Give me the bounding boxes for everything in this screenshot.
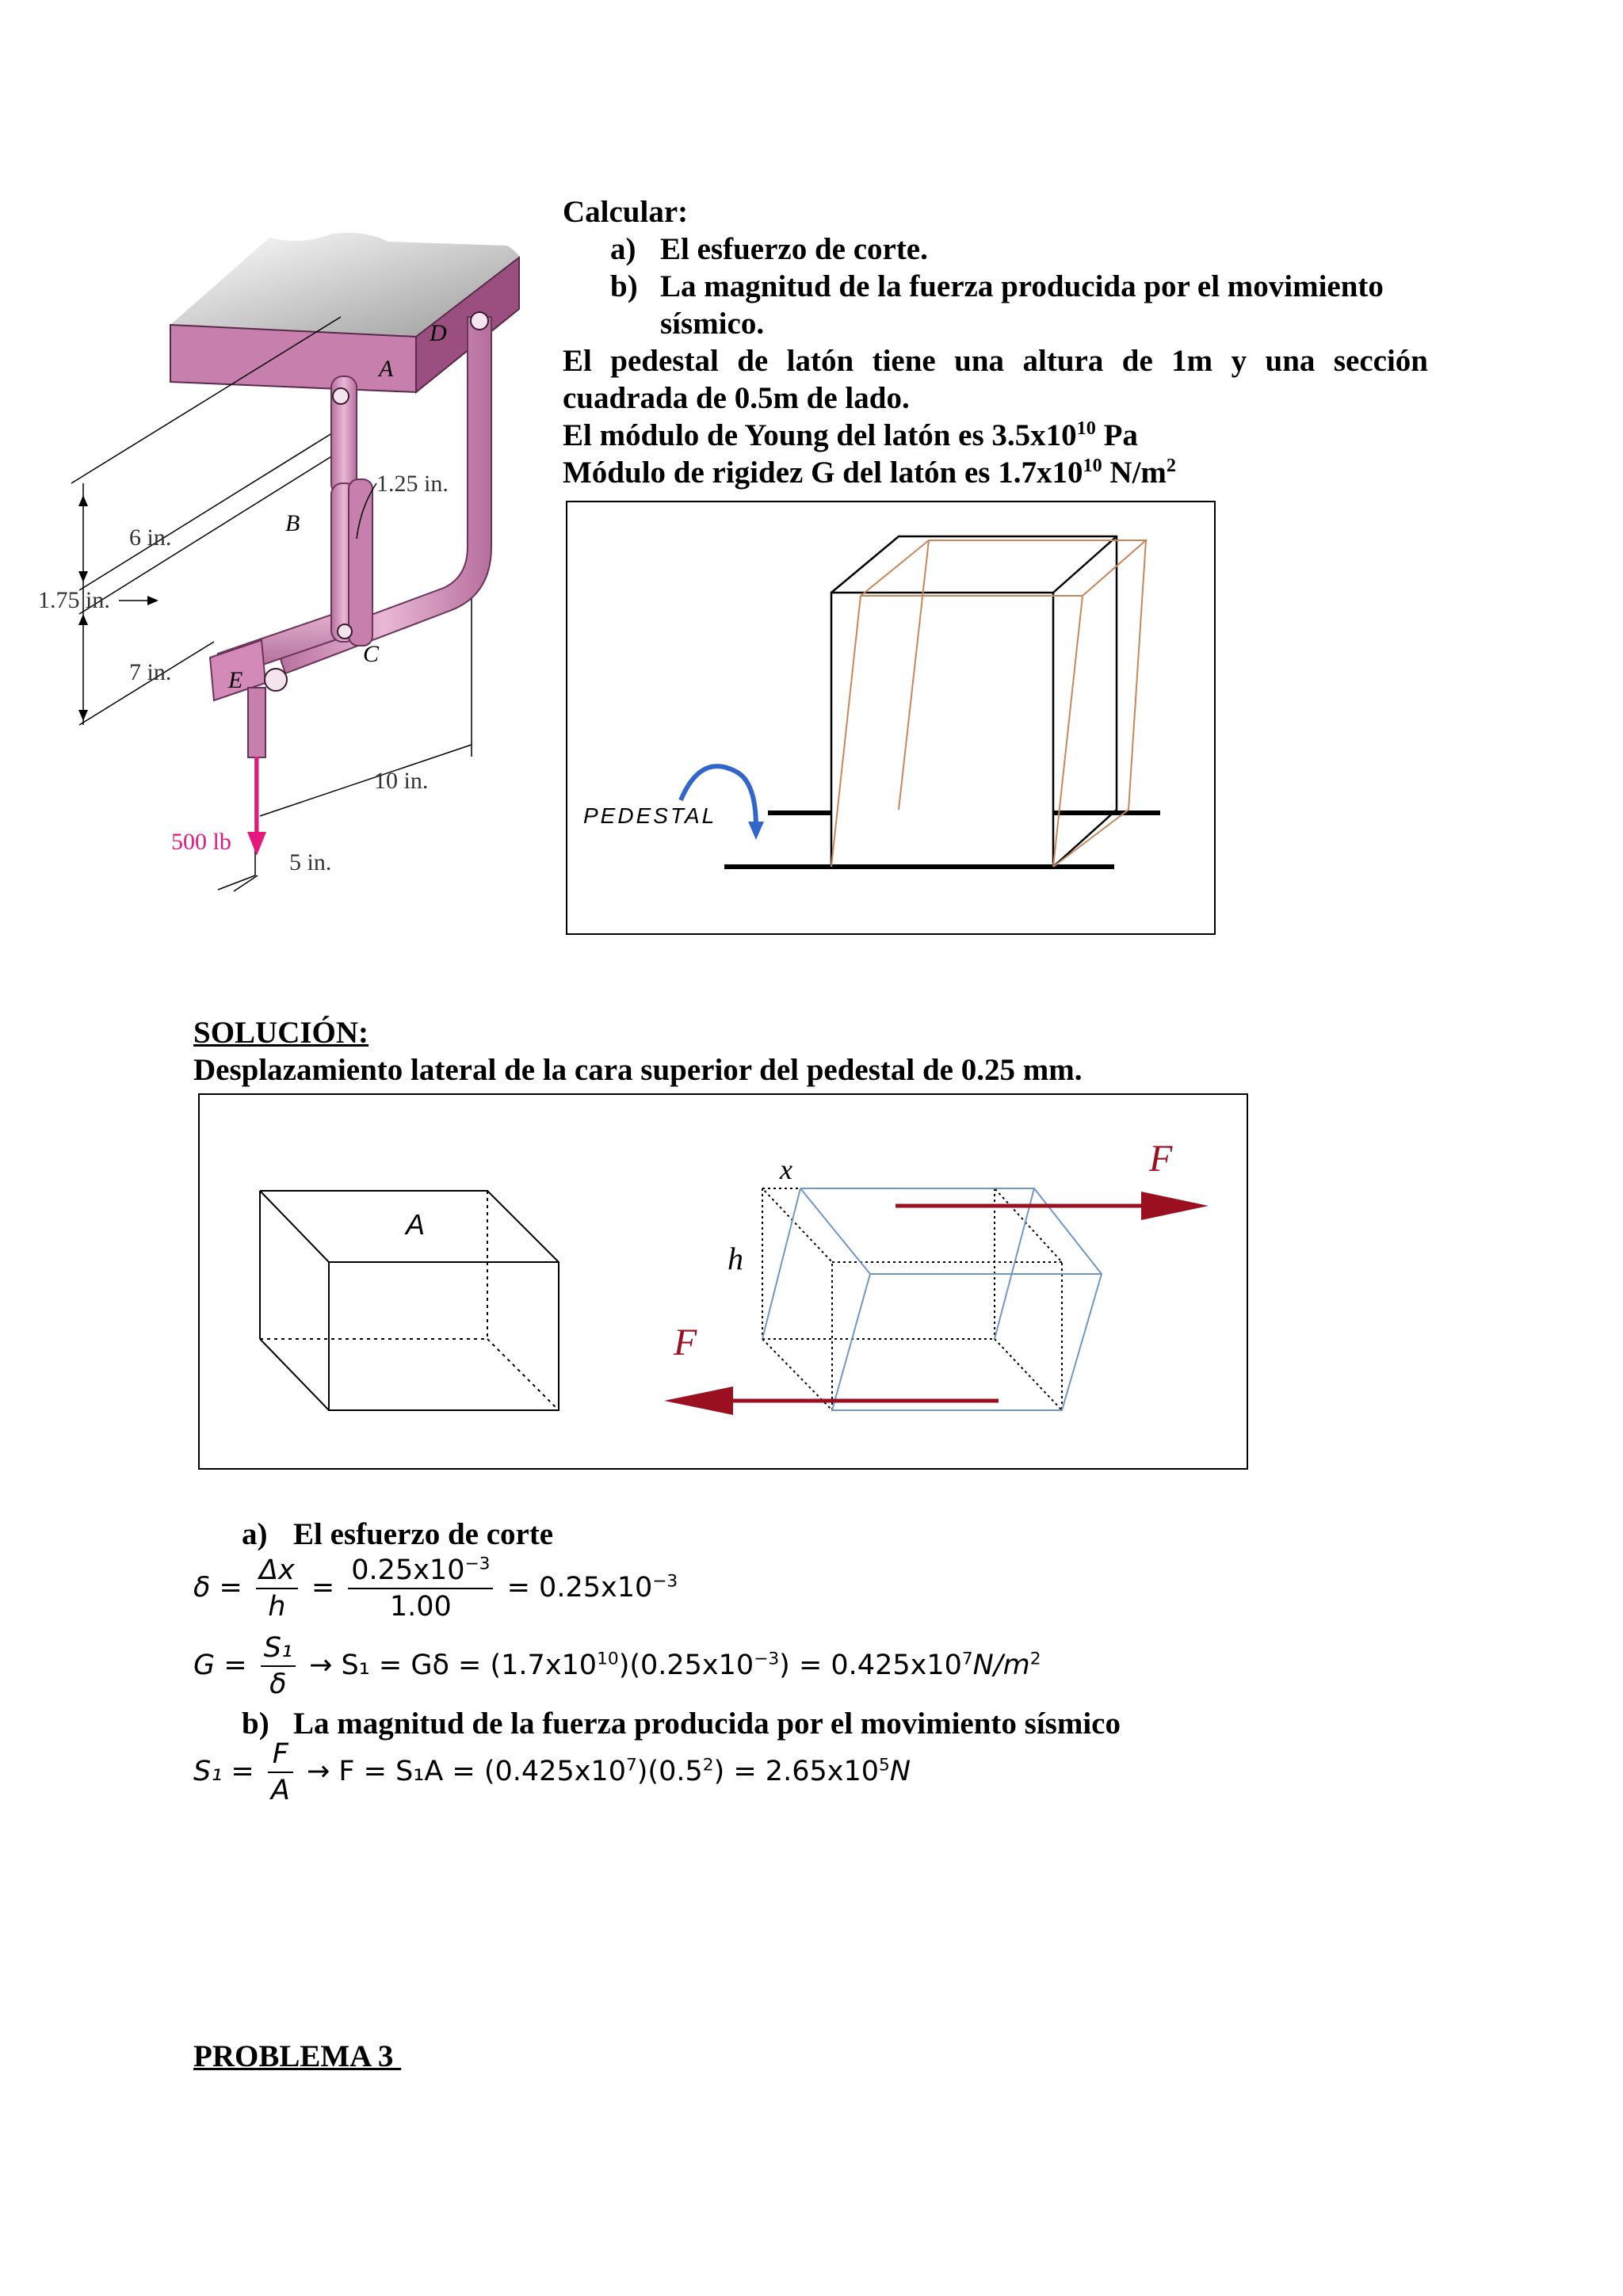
load-label: 500 lb <box>171 829 231 855</box>
part-b-marker: b) <box>242 1707 269 1741</box>
rigidity-modulus: Módulo de rigidez G del latón es $1.7x10^{10}$ $N/m^2$ <box>563 455 1177 490</box>
calcular-heading: Calcular: <box>563 195 689 229</box>
label-x: x <box>780 1154 792 1185</box>
shear-figure <box>198 1093 1249 1470</box>
label-F-bottom: F <box>674 1322 697 1363</box>
dim-5: 5 in. <box>289 849 332 875</box>
young-modulus: El módulo de Young del latón es $3.5x10^{10}$ Pa <box>563 418 1138 452</box>
solucion-heading: SOLUCIÓN: <box>193 1016 369 1050</box>
pedestal-figure <box>566 501 1216 935</box>
dim-6: 6 in. <box>129 524 172 551</box>
label-h: h <box>727 1241 743 1276</box>
equation-delta: δ = $\frac{\Delta x}{h}$ = $\frac{0.25x10^{-3}}{1.00}$ = $0.25x10^{-3}$ <box>193 1554 678 1623</box>
pedestal-statement: El pedestal de latón tiene una altura de 1m y una sección cuadrada de 0.5m de lado. <box>563 344 1428 415</box>
label-E: E <box>228 667 243 693</box>
pedestal-label: PEDESTAL <box>583 803 717 828</box>
label-B: B <box>285 510 300 536</box>
label-C: C <box>363 641 380 667</box>
item-b-text-cont: sísmico. <box>660 307 765 341</box>
item-a-marker: a) <box>610 232 636 266</box>
dim-1-25: 1.25 in. <box>376 471 449 497</box>
part-a-marker: a) <box>242 1517 268 1551</box>
dim-7: 7 in. <box>129 659 172 685</box>
item-a-text: El esfuerzo de corte. <box>660 232 928 266</box>
dim-10: 10 in. <box>374 768 429 794</box>
bracket-figure <box>24 198 531 895</box>
part-a-title: El esfuerzo de corte <box>293 1517 554 1551</box>
item-b-marker: b) <box>610 269 638 303</box>
label-A: A <box>379 356 394 382</box>
area-label-A: A <box>406 1208 426 1241</box>
equation-S1: S₁ = $\frac{F}{A}$ → $F = S_1A = (0.425x10^7)(0.5^2) = 2.65x10^5N$ <box>193 1738 911 1806</box>
problema-3-heading: PROBLEMA 3 <box>193 2039 402 2073</box>
part-b-title: La magnitud de la fuerza producida por el movimiento sísmico <box>293 1707 1121 1741</box>
equation-G: G = $\frac{\text{S₁}}{\delta}$ → $S_1 = G\delta = (1.7x10^{10})(0.25x10^{-3}) = 0.425x10^7N/m^2$ <box>193 1632 1041 1700</box>
label-D: D <box>430 320 447 346</box>
item-b-text: La magnitud de la fuerza producida por el movimiento <box>660 269 1384 303</box>
dim-1-75: 1.75 in. <box>38 587 110 613</box>
solucion-statement: Desplazamiento lateral de la cara superior del pedestal de 0.25 mm. <box>193 1053 1083 1087</box>
label-F-top: F <box>1149 1138 1173 1180</box>
